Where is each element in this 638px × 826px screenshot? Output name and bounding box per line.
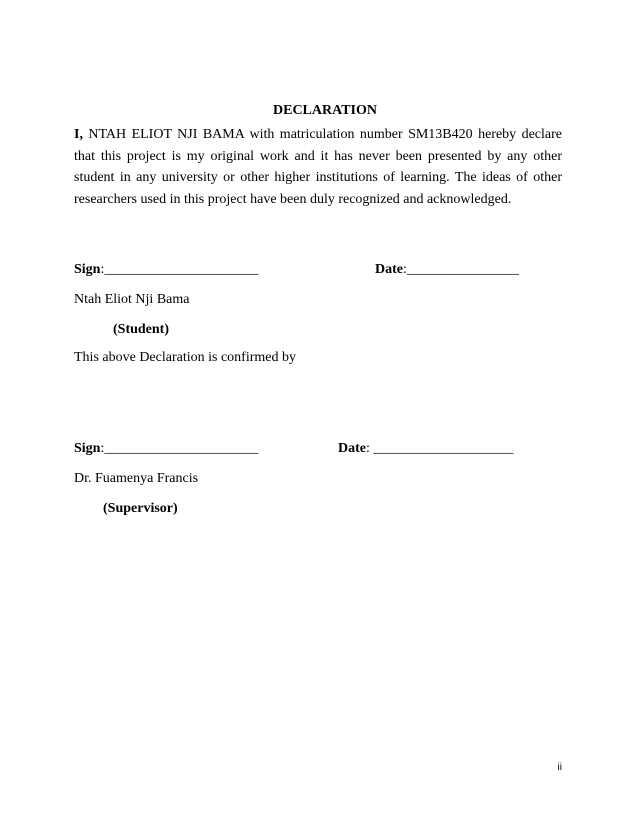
student-sign-label: Sign: [74, 262, 101, 277]
supervisor-role: (Supervisor): [103, 501, 178, 516]
student-sign-line: [74, 261, 258, 279]
student-date-blank: :________________: [403, 262, 519, 277]
confirmation-text: This above Declaration is confirmed by: [74, 350, 296, 365]
supervisor-date-label: Date: [338, 441, 366, 456]
supervisor-sign-blank: :______________________: [100, 441, 259, 456]
supervisor-date-line: [338, 440, 513, 458]
student-role: (Student): [113, 322, 170, 337]
student-name: Ntah Eliot Nji Bama: [74, 292, 190, 307]
student-date-line: [375, 261, 519, 279]
supervisor-date-blank: : ____________________: [366, 441, 514, 456]
supervisor-name: Dr. Fuamenya Francis: [74, 471, 199, 486]
page-number: ii: [557, 762, 562, 773]
declaration-lead: I,: [74, 127, 83, 142]
declaration-paragraph: [74, 124, 562, 210]
student-date-label: Date: [375, 262, 403, 277]
page-title: DECLARATION: [273, 103, 377, 118]
supervisor-sign-line: [74, 440, 258, 458]
declaration-text: NTAH ELIOT NJI BAMA with matriculation number SM13B420 hereby declare that this project is my original work and it has never been presented by any other student in any university or other higher institutions of learning. The ideas of other researchers used in this project have been duly recognized and acknowledged.: [74, 127, 562, 207]
supervisor-sign-label: Sign: [74, 441, 101, 456]
student-sign-blank: :______________________: [100, 262, 259, 277]
